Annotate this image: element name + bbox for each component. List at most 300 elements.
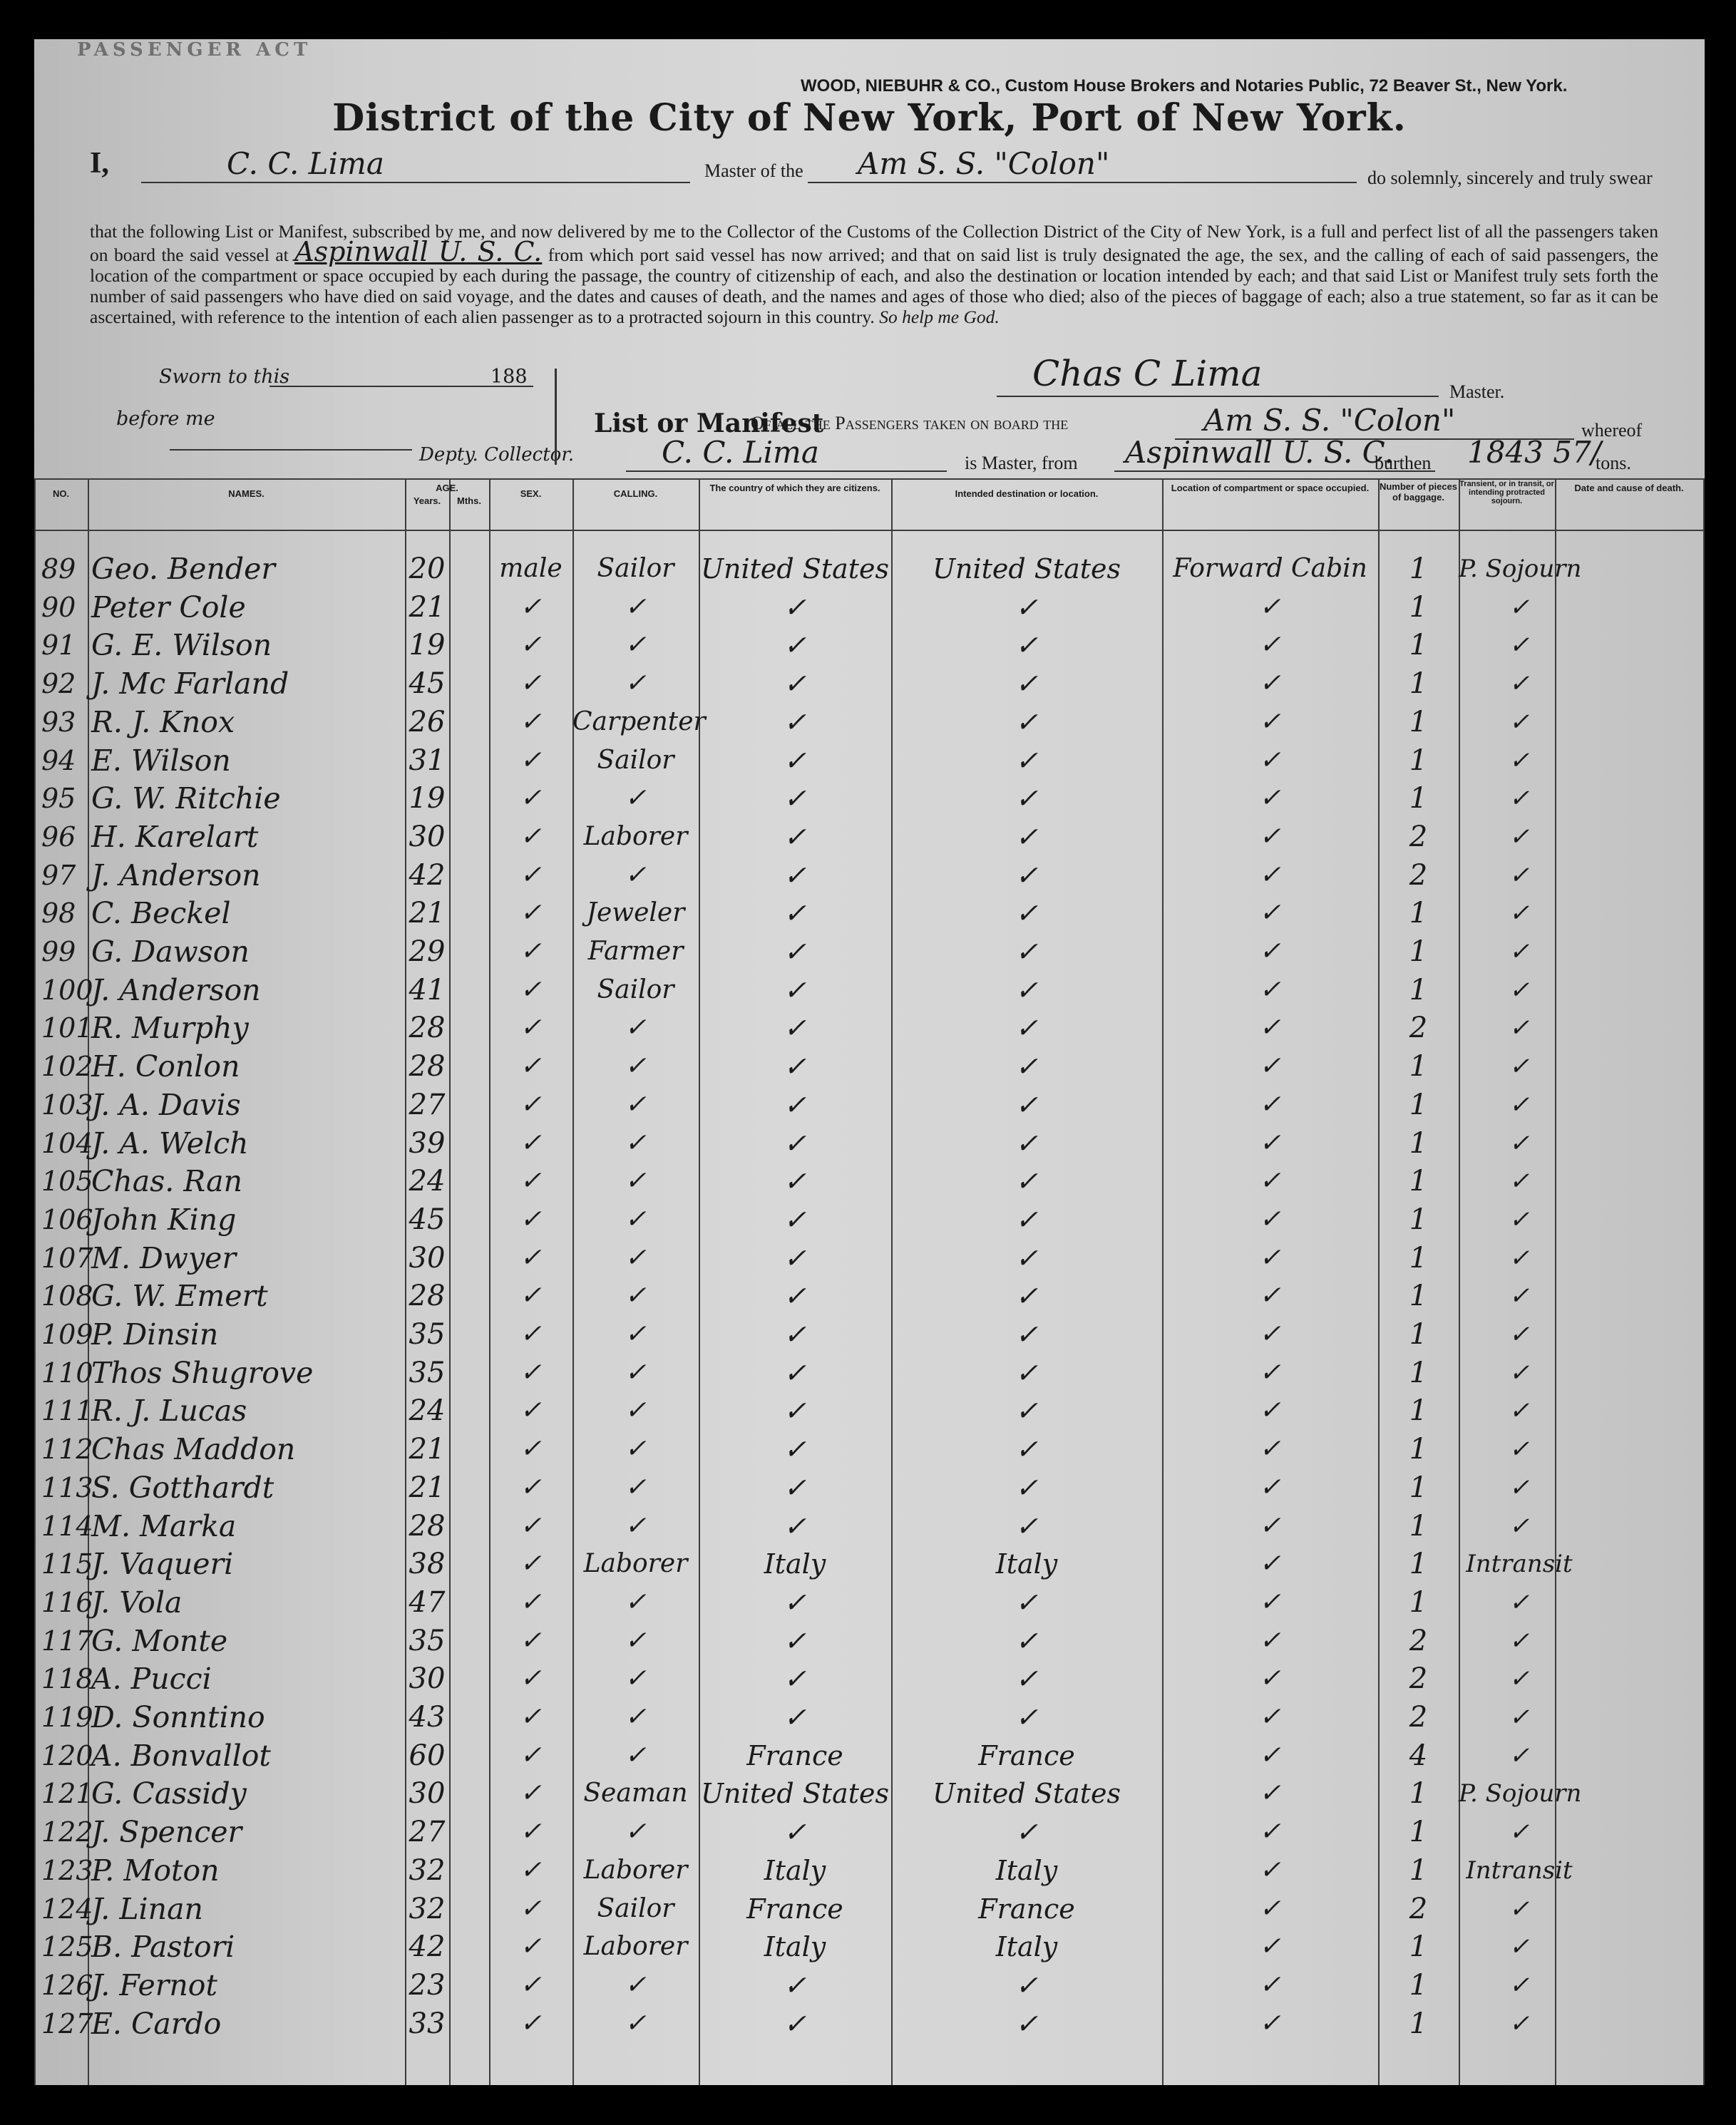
cell-calling: ✓: [625, 1166, 647, 1196]
cell-no: 103: [41, 1089, 93, 1121]
cell-trans: ✓: [1509, 899, 1530, 928]
manifest-sheet: [34, 39, 1705, 2085]
cell-name: E. Cardo: [91, 2006, 222, 2041]
cell-dest: Italy: [995, 1854, 1058, 1886]
col-destination: Intended destination or location.: [955, 488, 1099, 499]
cell-no: 123: [41, 1854, 93, 1886]
cell-trans: ✓: [1509, 1626, 1530, 1655]
cell-calling: ✓: [625, 1472, 647, 1502]
cell-no: 99: [41, 936, 76, 967]
cell-bag: 1: [1409, 1853, 1428, 1887]
cell-no: 111: [41, 1395, 93, 1427]
cell-loc: ✓: [1259, 2008, 1281, 2038]
cell-calling: ✓: [625, 1625, 647, 1655]
cell-age: 31: [409, 744, 446, 777]
cell-country: ✓: [784, 859, 806, 891]
cell-loc: ✓: [1259, 1932, 1281, 1962]
cell-bag: 1: [1409, 1816, 1428, 1849]
cell-dest: ✓: [1015, 1127, 1038, 1159]
cell-age: 35: [409, 1624, 446, 1657]
cell-name: J. Anderson: [91, 858, 261, 892]
col-sex: SEX.: [520, 488, 542, 499]
cell-bag: 2: [1409, 1701, 1428, 1734]
cell-calling: ✓: [625, 1242, 647, 1272]
cell-age: 45: [409, 1203, 446, 1236]
cell-loc: ✓: [1259, 1664, 1281, 1694]
cell-sex: ✓: [520, 1434, 542, 1464]
cell-loc: ✓: [1259, 821, 1281, 851]
cell-country: ✓: [784, 1395, 806, 1427]
cell-no: 124: [41, 1893, 93, 1925]
cell-bag: 1: [1409, 667, 1428, 701]
cell-dest: ✓: [1015, 1663, 1038, 1695]
cell-country: ✓: [784, 897, 806, 930]
cell-trans: ✓: [1509, 1894, 1530, 1923]
cell-country: ✓: [784, 2007, 806, 2039]
cell-loc: ✓: [1259, 1128, 1281, 1158]
cell-bag: 1: [1409, 705, 1428, 739]
cell-country: ✓: [784, 1663, 806, 1695]
cell-country: ✓: [784, 783, 806, 815]
cell-calling: Sailor: [597, 745, 674, 775]
cell-trans: ✓: [1509, 1511, 1530, 1540]
cell-dest: ✓: [1015, 1586, 1038, 1618]
cell-calling: ✓: [625, 592, 647, 622]
cell-trans: Intransit: [1466, 1550, 1573, 1579]
cell-country: ✓: [784, 1702, 806, 1733]
cell-loc: ✓: [1259, 1472, 1281, 1502]
cell-trans: ✓: [1509, 1243, 1530, 1272]
cell-bag: 1: [1409, 1050, 1428, 1084]
cell-country: ✓: [784, 1625, 806, 1657]
cell-age: 27: [409, 1816, 446, 1849]
sworn-label: Sworn to this: [159, 366, 290, 388]
cell-name: P. Moton: [91, 1853, 220, 1888]
cell-no: 89: [41, 553, 76, 585]
cell-dest: ✓: [1015, 1625, 1038, 1657]
cell-no: 126: [41, 1969, 93, 2001]
cell-bag: 1: [1409, 973, 1428, 1007]
cell-sex: ✓: [520, 1740, 542, 1770]
cell-no: 110: [41, 1357, 93, 1389]
cell-sex: ✓: [520, 937, 542, 966]
oath-line-1: do solemnly, sincerely and truly swear: [1367, 168, 1653, 188]
cell-country: ✓: [784, 1127, 806, 1159]
cell-calling: ✓: [625, 1664, 647, 1694]
cell-calling: Laborer: [583, 1549, 688, 1579]
cell-trans: ✓: [1509, 1818, 1530, 1847]
cell-sex: ✓: [520, 745, 542, 775]
cell-country: United States: [700, 553, 890, 585]
cell-calling: ✓: [625, 1740, 647, 1770]
cell-loc: ✓: [1259, 1051, 1281, 1081]
cell-loc: ✓: [1259, 974, 1281, 1004]
cell-calling: ✓: [625, 1089, 647, 1119]
cell-dest: ✓: [1015, 1969, 1038, 2001]
cell-sex: ✓: [520, 1702, 542, 1732]
cell-sex: ✓: [520, 1128, 542, 1158]
cell-calling: Carpenter: [572, 706, 706, 736]
list-title: List or Manifest: [594, 408, 824, 438]
cell-calling: ✓: [625, 1357, 647, 1387]
cell-sex: ✓: [520, 1281, 542, 1311]
cell-dest: ✓: [1015, 1357, 1038, 1389]
cell-country: ✓: [784, 1357, 806, 1389]
cell-age: 27: [409, 1088, 446, 1121]
cell-country: ✓: [784, 1434, 806, 1466]
cell-bag: 1: [1409, 1241, 1428, 1275]
cell-sex: ✓: [520, 1204, 542, 1234]
cell-age: 28: [409, 1050, 446, 1084]
cell-country: ✓: [784, 744, 806, 776]
cell-sex: ✓: [520, 1166, 542, 1196]
cell-loc: ✓: [1259, 1625, 1281, 1655]
cell-country: ✓: [784, 1280, 806, 1312]
cell-age: 21: [409, 1471, 446, 1504]
cell-bag: 1: [1409, 1203, 1428, 1236]
cell-country: ✓: [784, 1203, 806, 1235]
cell-no: 122: [41, 1816, 93, 1848]
cell-bag: 2: [1409, 820, 1428, 853]
cell-no: 106: [41, 1203, 93, 1235]
cell-dest: ✓: [1015, 1395, 1038, 1427]
cell-calling: ✓: [625, 1204, 647, 1234]
cell-bag: 1: [1409, 1433, 1428, 1466]
cell-country: ✓: [784, 591, 806, 623]
cell-loc: ✓: [1259, 745, 1281, 775]
sworn-year: 188: [491, 366, 528, 388]
cell-no: 119: [41, 1702, 93, 1733]
cell-sex: ✓: [520, 1396, 542, 1426]
cell-calling: ✓: [625, 1970, 647, 2000]
cell-loc: ✓: [1259, 1204, 1281, 1234]
cell-loc: ✓: [1259, 1357, 1281, 1387]
brokers-imprint: WOOD, NIEBUHR & CO., Custom House Brokers and Notaries Public, 72 Beaver St., New York.: [801, 76, 1568, 96]
list-vessel: Am S. S. "Colon": [1203, 403, 1456, 438]
cell-trans: ✓: [1509, 592, 1530, 622]
vessel-name: Am S. S. "Colon": [858, 146, 1110, 181]
cell-sex: ✓: [520, 974, 542, 1004]
cell-age: 42: [409, 1930, 446, 1964]
cell-dest: ✓: [1015, 668, 1038, 700]
cell-sex: ✓: [520, 669, 542, 699]
cell-loc: ✓: [1259, 1319, 1281, 1349]
master-of-label: Master of the: [704, 160, 803, 181]
cell-sex: ✓: [520, 1625, 542, 1655]
cell-loc: ✓: [1259, 1740, 1281, 1770]
cell-name: G. W. Ritchie: [91, 781, 281, 816]
cell-loc: ✓: [1259, 1281, 1281, 1311]
cell-country: United States: [700, 1778, 890, 1810]
cell-age: 38: [409, 1548, 446, 1581]
cell-age: 35: [409, 1356, 446, 1389]
cell-trans: ✓: [1509, 1014, 1530, 1043]
cell-sex: ✓: [520, 1472, 542, 1502]
cell-loc: Forward Cabin: [1173, 554, 1367, 583]
cell-sex: male: [499, 554, 563, 583]
cell-trans: ✓: [1509, 1970, 1530, 2000]
cell-no: 114: [41, 1510, 93, 1542]
cell-dest: ✓: [1015, 897, 1038, 930]
cell-bag: 1: [1409, 1394, 1428, 1428]
cell-age: 19: [409, 782, 446, 815]
cell-name: Thos Shugrove: [91, 1355, 314, 1390]
cell-no: 112: [41, 1434, 93, 1466]
cell-no: 108: [41, 1280, 93, 1312]
cell-loc: ✓: [1259, 1702, 1281, 1732]
cell-calling: ✓: [625, 1051, 647, 1081]
cell-no: 93: [41, 706, 76, 738]
cell-no: 90: [41, 591, 76, 623]
deputy-collector-label: Depty. Collector.: [419, 444, 575, 465]
cell-calling: Farmer: [587, 937, 684, 966]
cell-dest: ✓: [1015, 1471, 1038, 1503]
cell-age: 30: [409, 1777, 446, 1811]
cell-age: 28: [409, 1280, 446, 1313]
cell-country: ✓: [784, 820, 806, 853]
cell-sex: ✓: [520, 1051, 542, 1081]
cell-name: R. J. Lucas: [91, 1394, 247, 1429]
cell-name: Peter Cole: [91, 590, 246, 624]
cell-calling: ✓: [625, 1128, 647, 1158]
cell-dest: ✓: [1015, 1012, 1038, 1044]
cell-dest: ✓: [1015, 1051, 1038, 1083]
cell-calling: ✓: [625, 1013, 647, 1043]
cell-loc: ✓: [1259, 1587, 1281, 1617]
cell-age: 30: [409, 820, 446, 853]
cell-loc: ✓: [1259, 1893, 1281, 1923]
cell-dest: ✓: [1015, 1510, 1038, 1542]
cell-sex: ✓: [520, 1013, 542, 1043]
cell-no: 107: [41, 1242, 93, 1274]
cell-trans: ✓: [1509, 975, 1530, 1004]
cell-name: H. Conlon: [91, 1049, 240, 1084]
cell-trans: ✓: [1509, 1090, 1530, 1119]
cell-country: ✓: [784, 1012, 806, 1044]
cell-name: P. Dinsin: [91, 1317, 219, 1352]
cell-dest: ✓: [1015, 783, 1038, 815]
cell-name: B. Pastori: [91, 1930, 235, 1965]
cell-country: ✓: [784, 1166, 806, 1198]
cell-age: 32: [409, 1892, 446, 1925]
cell-no: 96: [41, 820, 76, 853]
cell-no: 118: [41, 1663, 93, 1695]
cell-trans: ✓: [1509, 1665, 1530, 1694]
cell-bag: 1: [1409, 1509, 1428, 1543]
cell-sex: ✓: [520, 1549, 542, 1579]
cell-age: 43: [409, 1701, 446, 1734]
cell-trans: ✓: [1509, 1396, 1530, 1426]
cell-name: J. Linan: [91, 1891, 203, 1926]
cell-no: 92: [41, 668, 76, 700]
cell-trans: ✓: [1509, 1282, 1530, 1311]
cell-loc: ✓: [1259, 1166, 1281, 1196]
cell-calling: ✓: [625, 860, 647, 890]
cell-name: John King: [91, 1202, 237, 1237]
cell-name: Chas Maddon: [91, 1432, 296, 1467]
cell-name: G. Cassidy: [91, 1776, 247, 1811]
burthen-label: burthen: [1375, 453, 1432, 473]
cell-dest: ✓: [1015, 1089, 1038, 1121]
cell-age: 21: [409, 590, 446, 624]
cell-trans: ✓: [1509, 1933, 1530, 1962]
cell-loc: ✓: [1259, 592, 1281, 622]
cell-name: G. E. Wilson: [91, 628, 272, 663]
cell-no: 104: [41, 1127, 93, 1159]
cell-age: 41: [409, 973, 446, 1007]
cell-age: 21: [409, 1433, 446, 1466]
cell-dest: United States: [932, 553, 1121, 585]
cell-age: 33: [409, 2007, 446, 2040]
cell-dest: France: [978, 1739, 1075, 1771]
cell-country: ✓: [784, 1471, 806, 1503]
cell-sex: ✓: [520, 2008, 542, 2038]
cell-bag: 1: [1409, 1777, 1428, 1811]
cell-loc: ✓: [1259, 1549, 1281, 1579]
cell-name: J. Vola: [91, 1585, 183, 1620]
cell-country: ✓: [784, 668, 806, 700]
cell-dest: ✓: [1015, 1434, 1038, 1466]
cell-dest: ✓: [1015, 2007, 1038, 2039]
cell-no: 109: [41, 1319, 93, 1350]
cell-loc: ✓: [1259, 898, 1281, 928]
cell-name: C. Beckel: [91, 896, 231, 931]
cell-no: 121: [41, 1778, 93, 1810]
cell-calling: ✓: [625, 1587, 647, 1617]
cell-bag: 1: [1409, 1356, 1428, 1389]
cell-name: J. Vaqueri: [91, 1547, 234, 1582]
cell-calling: Sailor: [597, 974, 674, 1004]
cell-no: 125: [41, 1931, 93, 1963]
cell-loc: ✓: [1259, 630, 1281, 660]
cell-dest: ✓: [1015, 820, 1038, 853]
cell-trans: ✓: [1509, 1205, 1530, 1234]
cell-calling: ✓: [625, 669, 647, 699]
cell-no: 113: [41, 1471, 93, 1503]
cell-sex: ✓: [520, 1357, 542, 1387]
passenger-table: [34, 478, 1705, 2085]
cell-age: 23: [409, 1968, 446, 2002]
cell-country: Italy: [764, 1931, 826, 1963]
cell-loc: ✓: [1259, 783, 1281, 813]
col-transient: Transient, or in transit, or intending protracted sojourn.: [1459, 480, 1554, 505]
cell-loc: ✓: [1259, 937, 1281, 966]
cell-sex: ✓: [520, 783, 542, 813]
cell-country: ✓: [784, 936, 806, 967]
cell-calling: Jeweler: [586, 898, 685, 928]
cell-sex: ✓: [520, 1932, 542, 1962]
cell-calling: ✓: [625, 1396, 647, 1426]
cell-trans: P. Sojourn: [1459, 555, 1582, 583]
cell-sex: ✓: [520, 1970, 542, 2000]
cell-calling: Seaman: [583, 1779, 688, 1808]
cell-country: Italy: [764, 1854, 826, 1886]
cell-sex: ✓: [520, 1089, 542, 1119]
cell-loc: ✓: [1259, 1396, 1281, 1426]
cell-no: 91: [41, 629, 76, 662]
cell-age: 45: [409, 667, 446, 701]
cell-sex: ✓: [520, 1855, 542, 1885]
list-text: Of all the Passengers taken on board the: [751, 413, 1069, 433]
master-signature: Chas C Lima: [1032, 353, 1263, 394]
col-no: NO.: [52, 488, 70, 499]
cell-no: 115: [41, 1548, 93, 1580]
cell-country: ✓: [784, 1969, 806, 2001]
col-death: Date and cause of death.: [1574, 483, 1684, 493]
cell-sex: ✓: [520, 1511, 542, 1540]
cell-country: ✓: [784, 974, 806, 1006]
cell-name: R. Murphy: [91, 1011, 249, 1046]
cell-country: ✓: [784, 1242, 806, 1274]
col-years: Years.: [413, 495, 441, 506]
col-country: The country of which they are citizens.: [709, 483, 880, 493]
cell-age: 47: [409, 1585, 446, 1619]
cell-name: J. Fernot: [91, 1967, 217, 2002]
cell-name: Chas. Ran: [91, 1164, 242, 1199]
cell-name: M. Dwyer: [91, 1240, 237, 1275]
tons-label: tons.: [1596, 453, 1631, 473]
cell-trans: ✓: [1509, 1435, 1530, 1464]
col-mths: Mths.: [457, 495, 481, 506]
cell-bag: 1: [1409, 1471, 1428, 1504]
cell-trans: ✓: [1509, 1052, 1530, 1081]
cell-age: 28: [409, 1509, 446, 1543]
cell-age: 28: [409, 1012, 446, 1045]
cell-bag: 1: [1409, 1318, 1428, 1351]
cell-no: 95: [41, 783, 76, 815]
cell-age: 60: [409, 1739, 446, 1772]
oath-text: that the following List or Manifest, subscribed by me, and now delivered by me to the Collector of the Customs of the Collection District of the City of New York, is a full and perfect list of all the passengers taken on board the said vessel at Aspinwall U. S. C. from which port said vessel has now arrived; and that on said list is truly designated the age, the sex, and the calling of each of said passengers, the location of the compartment or space occupied by each during the passage, the country of citizenship of each, and also the destination or location intended by each; and that said List or Manifest truly sets forth the number of said passengers who have died on said voyage, and the dates and causes of death, and the names and ages of those who died; also of the pieces of baggage of each; also a true statement, so far as it can be ascertained, with reference to the intention of each alien passenger as to a protracted sojourn in this country. So help me God.: [90, 221, 1659, 327]
before-me-label: before me: [116, 408, 215, 430]
cell-name: J. Anderson: [91, 972, 261, 1007]
cell-name: A. Pucci: [91, 1662, 212, 1697]
cell-sex: ✓: [520, 1817, 542, 1847]
cell-country: ✓: [784, 706, 806, 738]
cell-no: 98: [41, 897, 76, 930]
cell-sex: ✓: [520, 898, 542, 928]
list-master: C. C. Lima: [662, 435, 819, 470]
cell-sex: ✓: [520, 860, 542, 890]
cell-name: G. Monte: [91, 1623, 228, 1658]
cell-trans: ✓: [1509, 1320, 1530, 1349]
whereof-label: whereof: [1581, 420, 1643, 441]
cell-trans: ✓: [1509, 2009, 1530, 2038]
cell-name: S. Gotthardt: [91, 1470, 274, 1505]
cell-sex: ✓: [520, 1242, 542, 1272]
cell-no: 97: [41, 859, 76, 891]
cell-age: 21: [409, 897, 446, 930]
cell-loc: ✓: [1259, 1817, 1281, 1847]
cell-trans: ✓: [1509, 1741, 1530, 1770]
cell-age: 32: [409, 1853, 446, 1887]
cell-loc: ✓: [1259, 1089, 1281, 1119]
cell-calling: ✓: [625, 783, 647, 813]
cell-country: ✓: [784, 1051, 806, 1083]
cell-bag: 1: [1409, 2007, 1428, 2040]
cell-trans: ✓: [1509, 707, 1530, 736]
cell-bag: 1: [1409, 590, 1428, 624]
cell-sex: ✓: [520, 821, 542, 851]
cell-name: J. A. Davis: [91, 1087, 241, 1122]
cell-dest: ✓: [1015, 706, 1038, 738]
cell-no: 102: [41, 1051, 93, 1083]
cell-trans: ✓: [1509, 1588, 1530, 1617]
cell-age: 30: [409, 1241, 446, 1275]
cell-calling: ✓: [625, 630, 647, 660]
cell-calling: Laborer: [583, 821, 688, 851]
cell-dest: ✓: [1015, 1319, 1038, 1350]
cell-name: D. Sonntino: [91, 1700, 265, 1734]
